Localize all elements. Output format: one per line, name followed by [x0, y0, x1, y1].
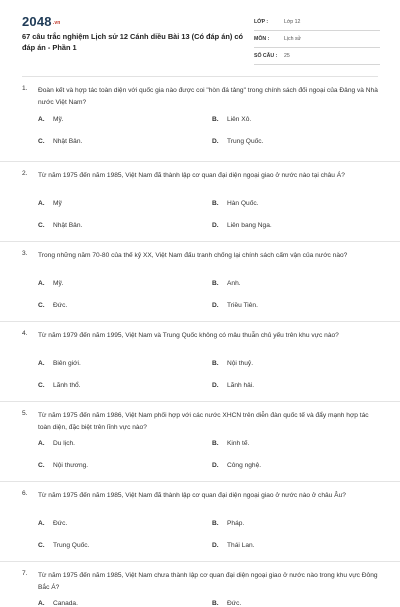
- option-letter: C.: [38, 138, 45, 145]
- option-text: Nhật Bản.: [53, 138, 83, 145]
- option-text: Liên Xô.: [227, 116, 252, 123]
- option-text: Đức.: [227, 600, 242, 607]
- option-letter: B.: [212, 600, 219, 607]
- option-c[interactable]: [38, 542, 89, 549]
- option-b[interactable]: [212, 280, 241, 287]
- option-text: Đức.: [53, 520, 68, 527]
- option-text: Canada.: [53, 600, 78, 607]
- meta-key: SỐ CÂU :: [254, 53, 278, 59]
- option-text: Liên bang Nga.: [227, 222, 272, 229]
- option-text: Mỹ.: [53, 280, 64, 287]
- option-b[interactable]: [212, 200, 259, 207]
- option-text: Anh.: [227, 280, 241, 287]
- option-d[interactable]: [212, 222, 272, 229]
- option-b[interactable]: [212, 600, 241, 607]
- option-d[interactable]: [212, 542, 255, 549]
- option-a[interactable]: [38, 600, 78, 607]
- option-text: Nội thương.: [53, 462, 89, 469]
- option-text: Mỹ: [53, 200, 62, 207]
- question-number: 1.: [22, 85, 28, 92]
- option-text: Nhật Bản.: [53, 222, 83, 229]
- meta-row-count: [254, 48, 380, 65]
- option-b[interactable]: [212, 360, 253, 367]
- option-letter: C.: [38, 302, 45, 309]
- option-text: Triều Tiên.: [227, 302, 258, 309]
- logo-text: 2048: [22, 14, 52, 29]
- option-a[interactable]: [38, 116, 64, 123]
- option-text: Hàn Quốc.: [227, 200, 259, 207]
- question-number: 7.: [22, 570, 28, 577]
- question-3: [0, 242, 400, 322]
- option-letter: B.: [212, 520, 219, 527]
- option-letter: B.: [212, 280, 219, 287]
- option-letter: B.: [212, 116, 219, 123]
- option-d[interactable]: [212, 302, 258, 309]
- option-letter: B.: [212, 200, 219, 207]
- option-letter: B.: [212, 360, 219, 367]
- option-letter: A.: [38, 280, 45, 287]
- option-text: Du lịch.: [53, 440, 75, 447]
- option-d[interactable]: [212, 462, 261, 469]
- question-2: [0, 162, 400, 242]
- option-a[interactable]: [38, 280, 64, 287]
- meta-key: MÔN :: [254, 36, 270, 42]
- option-letter: D.: [212, 382, 219, 389]
- option-a[interactable]: [38, 440, 75, 447]
- logo-domain: .vn: [52, 19, 61, 26]
- question-list: [0, 82, 400, 607]
- option-letter: D.: [212, 542, 219, 549]
- option-letter: A.: [38, 520, 45, 527]
- option-b[interactable]: [212, 440, 249, 447]
- option-letter: B.: [212, 440, 219, 447]
- option-letter: A.: [38, 200, 45, 207]
- option-c[interactable]: [38, 138, 82, 145]
- option-letter: C.: [38, 222, 45, 229]
- option-text: Thái Lan.: [227, 542, 255, 549]
- option-b[interactable]: [212, 116, 251, 123]
- option-text: Nội thuỷ.: [227, 360, 254, 367]
- meta-row-subject: [254, 31, 380, 48]
- option-a[interactable]: [38, 360, 81, 367]
- option-text: Lãnh thổ.: [53, 382, 81, 389]
- question-number: 5.: [22, 410, 28, 417]
- option-letter: D.: [212, 222, 219, 229]
- option-text: Công nghệ.: [227, 462, 262, 469]
- question-text: Từ năm 1975 đến năm 1986, Việt Nam phối hợp với các nước XHCN trên diễn đàn quốc tế và đẩy mạnh hợp tác toàn diện, đặc biệt trên lĩnh vực nào?: [38, 412, 369, 431]
- option-c[interactable]: [38, 222, 82, 229]
- option-letter: D.: [212, 462, 219, 469]
- option-c[interactable]: [38, 382, 81, 389]
- site-logo[interactable]: [22, 14, 61, 29]
- question-text: Từ năm 1975 đến năm 1985, Việt Nam đã thành lập cơ quan đại diện ngoại giao ở nước nào tại châu Á?: [38, 172, 345, 179]
- question-text: Đoàn kết và hợp tác toàn diện với quốc gia nào được coi "hòn đá tảng" trong chính sách đối ngoại của Đảng và Nhà nước Việt Nam?: [38, 87, 378, 106]
- option-letter: D.: [212, 138, 219, 145]
- question-number: 6.: [22, 490, 28, 497]
- question-text: Từ năm 1975 đến năm 1985, Việt Nam đã thành lập cơ quan đại diện ngoại giao ở nước nào ở châu Âu?: [38, 492, 346, 499]
- option-text: Biên giới.: [53, 360, 81, 367]
- question-text: Trong những năm 70-80 của thế kỷ XX, Việt Nam đấu tranh chống lại chính sách cấm vận của nước nào?: [38, 252, 348, 259]
- question-6: [0, 482, 400, 562]
- option-c[interactable]: [38, 462, 88, 469]
- option-text: Mỹ.: [53, 116, 64, 123]
- option-text: Đức.: [53, 302, 68, 309]
- meta-value: 25: [284, 53, 290, 59]
- meta-key: LỚP :: [254, 19, 269, 25]
- question-number: 2.: [22, 170, 28, 177]
- option-d[interactable]: [212, 382, 254, 389]
- meta-value: Lớp 12: [284, 19, 301, 25]
- option-a[interactable]: [38, 520, 67, 527]
- option-text: Trung Quốc.: [227, 138, 264, 145]
- document-meta: [254, 14, 380, 65]
- option-c[interactable]: [38, 302, 67, 309]
- question-text: Từ năm 1979 đến năm 1995, Việt Nam và Trung Quốc không có mâu thuẫn chủ yếu trên khu vực nào?: [38, 332, 339, 339]
- question-7: [0, 562, 400, 607]
- header-divider: [22, 76, 378, 77]
- question-4: [0, 322, 400, 402]
- page-header: [0, 0, 400, 68]
- question-5: [0, 402, 400, 482]
- option-letter: D.: [212, 302, 219, 309]
- question-number: 3.: [22, 250, 28, 257]
- question-number: 4.: [22, 330, 28, 337]
- option-text: Trung Quốc.: [53, 542, 90, 549]
- document-title: 67 câu trắc nghiệm Lịch sử 12 Cánh diều Bài 13 (Có đáp án) có đáp án - Phần 1: [22, 32, 243, 52]
- option-d[interactable]: [212, 138, 263, 145]
- option-letter: C.: [38, 462, 45, 469]
- option-letter: A.: [38, 116, 45, 123]
- option-b[interactable]: [212, 520, 244, 527]
- option-a[interactable]: [38, 200, 62, 207]
- option-letter: A.: [38, 360, 45, 367]
- option-text: Kinh tế.: [227, 440, 250, 447]
- option-letter: C.: [38, 382, 45, 389]
- meta-row-class: [254, 14, 380, 31]
- option-letter: A.: [38, 440, 45, 447]
- question-text: Từ năm 1975 đến năm 1985, Việt Nam chưa thành lập cơ quan đại diện ngoại giao ở nước nào trong khu vực Đông Bắc Á?: [38, 572, 378, 591]
- question-1: [0, 82, 400, 162]
- option-letter: A.: [38, 600, 45, 607]
- option-letter: C.: [38, 542, 45, 549]
- meta-value: Lịch sử: [284, 36, 302, 42]
- option-text: Pháp.: [227, 520, 245, 527]
- option-text: Lãnh hải.: [227, 382, 255, 389]
